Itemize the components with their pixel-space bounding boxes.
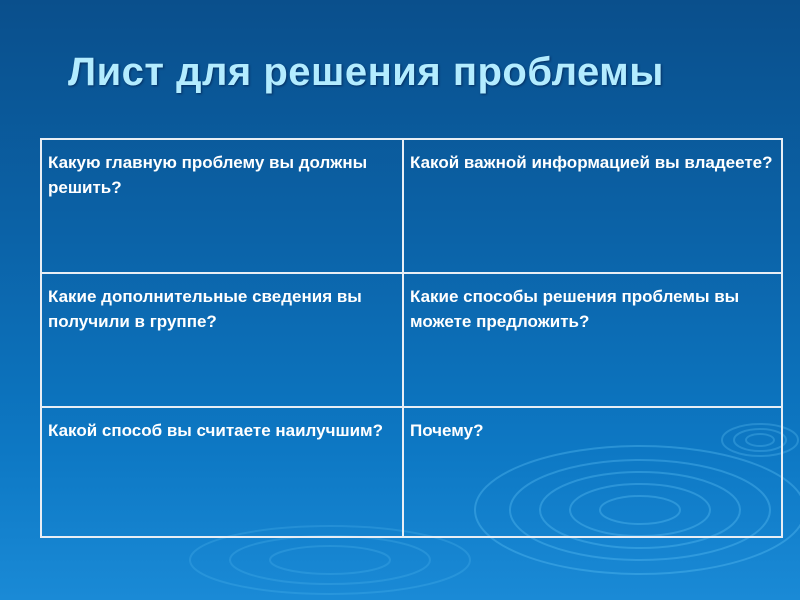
table-cell-additional-info: Какие дополнительные сведения вы получили в группе? <box>41 273 403 407</box>
table-cell-main-problem: Какую главную проблему вы должны решить? <box>41 139 403 273</box>
table-cell-solution-methods: Какие способы решения проблемы вы можете предложить? <box>403 273 782 407</box>
table-cell-best-method: Какой способ вы считаете наилучшим? <box>41 407 403 537</box>
table-cell-why: Почему? <box>403 407 782 537</box>
slide-title: Лист для решения проблемы <box>68 50 664 94</box>
problem-solving-table <box>40 138 783 538</box>
table-row <box>41 139 782 273</box>
table-cell-important-info: Какой важной информацией вы владеете? <box>403 139 782 273</box>
table-row <box>41 273 782 407</box>
table-row <box>41 407 782 537</box>
